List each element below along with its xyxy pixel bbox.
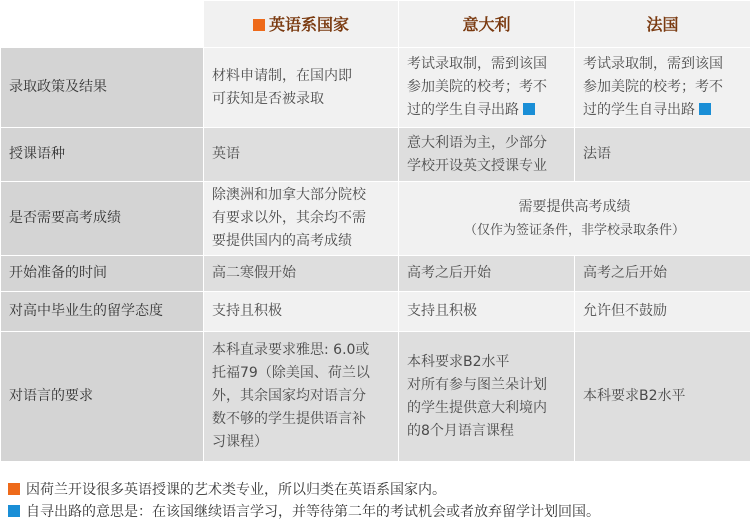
cell-france: 高考之后开始 xyxy=(575,256,750,292)
cell-english xyxy=(204,332,399,462)
cell-line: 有要求以外，其余均不需 xyxy=(212,210,366,226)
header-blank xyxy=(1,1,204,48)
row-label: 是否需要高考成绩 xyxy=(1,182,204,256)
header-italy: 意大利 xyxy=(399,1,575,48)
cell-line: 法语 xyxy=(583,146,611,162)
cell-italy-france-merged xyxy=(399,182,750,256)
footnote-text: 自寻出路的意思是：在该国继续语言学习，并等待第二年的考试机会或者放弃留学计划回国。 xyxy=(26,504,600,520)
cell-line: 本科要求B2水平 xyxy=(407,353,510,370)
cell-english xyxy=(204,182,399,256)
cell-line: 数不够的学生提供语言补 xyxy=(212,411,366,427)
cell-line: 材料申请制，在国内即 xyxy=(212,67,352,84)
cell-line: 意大利语为主，少部分 xyxy=(407,134,547,151)
cell-italy: 高考之后开始 xyxy=(399,256,575,292)
row-attitude xyxy=(1,292,750,332)
row-label: 录取政策及结果 xyxy=(1,48,204,128)
cell-line: 外，其余国家均对语言分 xyxy=(212,388,366,404)
row-admission-policy xyxy=(1,48,750,128)
footnote-blue xyxy=(8,501,600,523)
cell-line: 本科直录要求雅思: 6.0或 xyxy=(212,342,370,358)
row-start-time xyxy=(1,256,750,292)
cell-english: 支持且积极 xyxy=(204,292,399,332)
cell-france xyxy=(575,128,750,182)
cell-line: 考试录取制，需到该国 xyxy=(407,56,547,72)
cell-line: 本科要求B2水平 xyxy=(583,388,686,404)
cell-line: 英语 xyxy=(212,146,240,162)
footnote-orange xyxy=(8,479,600,501)
cell-english: 高二寒假开始 xyxy=(204,256,399,292)
cell-italy xyxy=(399,332,575,462)
cell-line: 托福79（除美国、荷兰以 xyxy=(212,365,370,381)
orange-square-icon xyxy=(8,483,20,495)
cell-italy: 支持且积极 xyxy=(399,292,575,332)
blue-square-icon xyxy=(8,505,20,517)
footnotes xyxy=(8,479,600,523)
blue-square-icon xyxy=(523,103,535,115)
cell-line: 的8个月语言课程 xyxy=(407,422,514,439)
cell-line: 参加美院的校考；考不 xyxy=(583,79,723,95)
cell-line: 可获知是否被录取 xyxy=(212,90,324,107)
row-teaching-language xyxy=(1,128,750,182)
cell-line: 需要提供高考成绩 xyxy=(518,198,631,215)
row-label: 对高中毕业生的留学态度 xyxy=(1,292,204,332)
cell-line: 过的学生自寻出路 xyxy=(407,102,519,118)
cell-line: 对所有参与图兰朵计划 xyxy=(407,376,547,393)
row-label: 对语言的要求 xyxy=(1,332,204,462)
cell-france xyxy=(575,332,750,462)
cell-italy xyxy=(399,128,575,182)
cell-line: （仅作为签证条件，非学校录取条件） xyxy=(463,222,685,238)
cell-english xyxy=(204,128,399,182)
cell-line: 要提供国内的高考成绩 xyxy=(212,233,352,249)
cell-italy xyxy=(399,48,575,128)
cell-line: 过的学生自寻出路 xyxy=(583,102,695,118)
row-label: 授课语种 xyxy=(1,128,204,182)
header-label-english-countries: 英语系国家 xyxy=(268,14,349,34)
row-label: 开始准备的时间 xyxy=(1,256,204,292)
row-gaokao-required xyxy=(1,182,750,256)
cell-line: 考试录取制，需到该国 xyxy=(583,56,723,72)
row-language-requirement xyxy=(1,332,750,462)
header-france: 法国 xyxy=(575,1,750,48)
header-row xyxy=(1,1,750,48)
blue-square-icon xyxy=(699,103,711,115)
footnote-text: 因荷兰开设很多英语授课的艺术类专业，所以归类在英语系国家内。 xyxy=(26,482,446,498)
cell-line: 的学生提供意大利境内 xyxy=(407,399,547,416)
cell-france: 允许但不鼓励 xyxy=(575,292,750,332)
cell-line: 除澳洲和加拿大部分院校 xyxy=(212,187,366,203)
cell-france xyxy=(575,48,750,128)
header-english-countries xyxy=(204,1,399,48)
cell-english xyxy=(204,48,399,128)
cell-line: 参加美院的校考；考不 xyxy=(407,79,547,95)
orange-square-icon xyxy=(253,19,265,31)
cell-line: 学校开设英文授课专业 xyxy=(407,157,547,174)
cell-line: 习课程） xyxy=(212,434,268,450)
